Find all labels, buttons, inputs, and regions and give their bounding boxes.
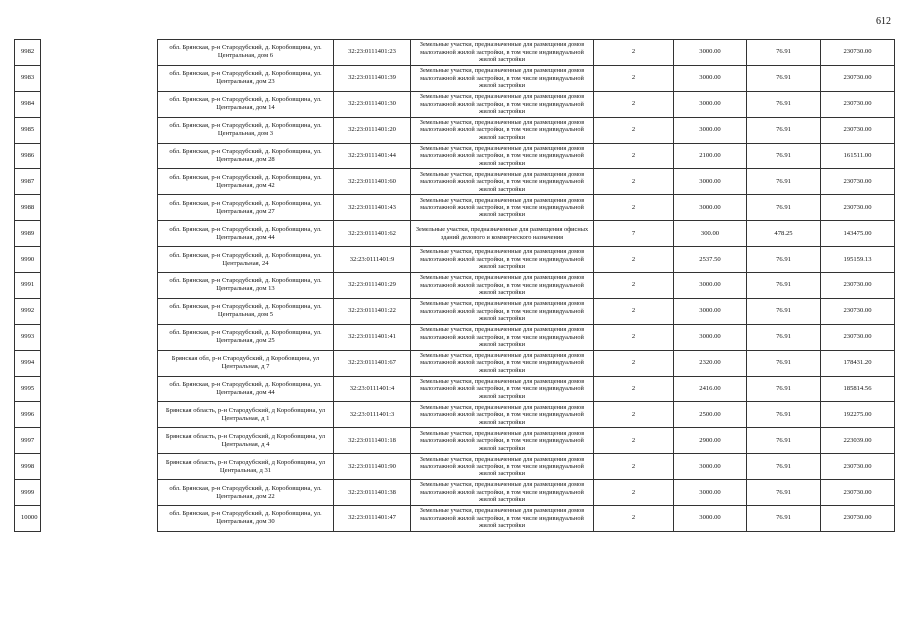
land-use-cell: Земельные участки, предназначенные для размещения домов малоэтажной жилой застройки, в том числе индивидуальной жилой застройки (411, 169, 594, 195)
area-cell: 3000.00 (674, 117, 747, 143)
area-cell: 3000.00 (674, 169, 747, 195)
address-cell: Брянская область, р-н Стародубский, д Коробовщина, ул Центральная, д 31 (158, 454, 334, 480)
address-cell: обл. Брянская, р-н Стародубский, д. Коробовщина, ул. Центральная, дом 5 (158, 298, 334, 324)
page-number: 612 (876, 16, 891, 27)
row-number: 9998 (15, 454, 41, 480)
row-number: 9986 (15, 143, 41, 169)
cadastral-number-cell: 32:23:0111401:29 (334, 273, 411, 299)
category-cell: 2 (594, 195, 674, 221)
category-cell: 2 (594, 91, 674, 117)
rate-cell: 76.91 (747, 169, 821, 195)
table-row (15, 376, 895, 402)
rate-cell: 76.91 (747, 273, 821, 299)
rate-cell: 76.91 (747, 91, 821, 117)
category-cell: 2 (594, 480, 674, 506)
cadastral-value-cell: 230730.00 (821, 169, 895, 195)
area-cell: 2500.00 (674, 402, 747, 428)
land-use-cell: Земельные участки, предназначенные для размещения домов малоэтажной жилой застройки, в том числе индивидуальной жилой застройки (411, 40, 594, 66)
area-cell: 3000.00 (674, 91, 747, 117)
area-cell: 3000.00 (674, 273, 747, 299)
address-cell: обл. Брянская, р-н Стародубский, д. Коробовщина, ул. Центральная, дом 27 (158, 195, 334, 221)
cadastral-number-cell: 32:23:0111401:41 (334, 324, 411, 350)
category-cell: 2 (594, 40, 674, 66)
table-row (15, 324, 895, 350)
table-row (15, 350, 895, 376)
cadastral-number-cell: 32:23:0111401:9 (334, 247, 411, 273)
cadastral-value-cell: 230730.00 (821, 195, 895, 221)
table-row (15, 273, 895, 299)
empty-cell (41, 221, 158, 247)
empty-cell (41, 350, 158, 376)
cadastral-number-cell: 32:23:0111401:22 (334, 298, 411, 324)
cadastral-number-cell: 32:23:0111401:3 (334, 402, 411, 428)
land-use-cell: Земельные участки, предназначенные для размещения домов малоэтажной жилой застройки, в том числе индивидуальной жилой застройки (411, 402, 594, 428)
cadastral-value-cell: 230730.00 (821, 273, 895, 299)
empty-cell (41, 428, 158, 454)
empty-cell (41, 247, 158, 273)
row-number: 9987 (15, 169, 41, 195)
area-cell: 3000.00 (674, 65, 747, 91)
row-number: 9996 (15, 402, 41, 428)
row-number: 9983 (15, 65, 41, 91)
empty-cell (41, 91, 158, 117)
rate-cell: 76.91 (747, 247, 821, 273)
category-cell: 2 (594, 65, 674, 91)
area-cell: 2537.50 (674, 247, 747, 273)
rate-cell: 76.91 (747, 65, 821, 91)
row-number: 9985 (15, 117, 41, 143)
empty-cell (41, 143, 158, 169)
empty-cell (41, 65, 158, 91)
cadastral-number-cell: 32:23:0111401:90 (334, 454, 411, 480)
rate-cell: 76.91 (747, 454, 821, 480)
address-cell: обл. Брянская, р-н Стародубский, д. Коробовщина, ул. Центральная, дом 22 (158, 480, 334, 506)
address-cell: обл. Брянская, р-н Стародубский, д. Коробовщина, ул. Центральная, дом 44 (158, 376, 334, 402)
table-row (15, 195, 895, 221)
land-use-cell: Земельные участки, предназначенные для размещения домов малоэтажной жилой застройки, в том числе индивидуальной жилой застройки (411, 195, 594, 221)
cadastral-value-cell: 230730.00 (821, 298, 895, 324)
category-cell: 2 (594, 247, 674, 273)
table-row (15, 480, 895, 506)
cadastral-value-cell: 195159.13 (821, 247, 895, 273)
land-use-cell: Земельные участки, предназначенные для размещения домов малоэтажной жилой застройки, в том числе индивидуальной жилой застройки (411, 273, 594, 299)
cadastral-number-cell: 32:23:0111401:4 (334, 376, 411, 402)
table-row (15, 454, 895, 480)
cadastral-value-cell: 161511.00 (821, 143, 895, 169)
cadastral-number-cell: 32:23:0111401:18 (334, 428, 411, 454)
empty-cell (41, 195, 158, 221)
table-row (15, 221, 895, 247)
cadastral-number-cell: 32:23:0111401:47 (334, 506, 411, 532)
empty-cell (41, 376, 158, 402)
category-cell: 2 (594, 506, 674, 532)
address-cell: Брянская область, р-н Стародубский, д Коробовщина, ул Центральная, д 1 (158, 402, 334, 428)
address-cell: обл. Брянская, р-н Стародубский, д. Коробовщина, ул. Центральная, 24 (158, 247, 334, 273)
row-number: 9997 (15, 428, 41, 454)
cadastral-value-cell: 230730.00 (821, 91, 895, 117)
category-cell: 2 (594, 143, 674, 169)
table-row (15, 428, 895, 454)
address-cell: обл. Брянская, р-н Стародубский, д. Коробовщина, ул. Центральная, дом 14 (158, 91, 334, 117)
rate-cell: 478.25 (747, 221, 821, 247)
table-row (15, 40, 895, 66)
area-cell: 3000.00 (674, 506, 747, 532)
land-use-cell: Земельные участки, предназначенные для размещения домов малоэтажной жилой застройки, в том числе индивидуальной жилой застройки (411, 480, 594, 506)
cadastral-value-cell: 185814.56 (821, 376, 895, 402)
table-row (15, 298, 895, 324)
cadastral-number-cell: 32:23:0111401:38 (334, 480, 411, 506)
rate-cell: 76.91 (747, 428, 821, 454)
table-row (15, 117, 895, 143)
rate-cell: 76.91 (747, 506, 821, 532)
address-cell: обл. Брянская, р-н Стародубский, д. Коробовщина, ул. Центральная, дом 25 (158, 324, 334, 350)
cadastral-value-cell: 178431.20 (821, 350, 895, 376)
rate-cell: 76.91 (747, 324, 821, 350)
rate-cell: 76.91 (747, 350, 821, 376)
cadastral-value-cell: 192275.00 (821, 402, 895, 428)
table-row (15, 506, 895, 532)
address-cell: обл. Брянская, р-н Стародубский, д. Коробовщина, ул. Центральная, дом 3 (158, 117, 334, 143)
empty-cell (41, 324, 158, 350)
cadastral-number-cell: 32:23:0111401:43 (334, 195, 411, 221)
rate-cell: 76.91 (747, 376, 821, 402)
land-use-cell: Земельные участки, предназначенные для размещения офисных зданий делового и коммерческого назначения (411, 221, 594, 247)
cadastral-value-cell: 143475.00 (821, 221, 895, 247)
cadastral-value-cell: 230730.00 (821, 324, 895, 350)
area-cell: 3000.00 (674, 454, 747, 480)
address-cell: Брянская область, р-н Стародубский, д Коробовщина, ул Центральная, д 4 (158, 428, 334, 454)
rate-cell: 76.91 (747, 480, 821, 506)
cadastral-value-cell: 223039.00 (821, 428, 895, 454)
land-use-cell: Земельные участки, предназначенные для размещения домов малоэтажной жилой застройки, в том числе индивидуальной жилой застройки (411, 428, 594, 454)
area-cell: 3000.00 (674, 195, 747, 221)
land-use-cell: Земельные участки, предназначенные для размещения домов малоэтажной жилой застройки, в том числе индивидуальной жилой застройки (411, 91, 594, 117)
rate-cell: 76.91 (747, 402, 821, 428)
rate-cell: 76.91 (747, 117, 821, 143)
area-cell: 2416.00 (674, 376, 747, 402)
cadastral-value-cell: 230730.00 (821, 454, 895, 480)
empty-cell (41, 117, 158, 143)
cadastral-value-cell: 230730.00 (821, 40, 895, 66)
land-use-cell: Земельные участки, предназначенные для размещения домов малоэтажной жилой застройки, в том числе индивидуальной жилой застройки (411, 65, 594, 91)
land-use-cell: Земельные участки, предназначенные для размещения домов малоэтажной жилой застройки, в том числе индивидуальной жилой застройки (411, 117, 594, 143)
row-number: 9982 (15, 40, 41, 66)
row-number: 9995 (15, 376, 41, 402)
category-cell: 2 (594, 428, 674, 454)
empty-cell (41, 273, 158, 299)
row-number: 9994 (15, 350, 41, 376)
cadastral-number-cell: 32:23:0111401:60 (334, 169, 411, 195)
row-number: 9989 (15, 221, 41, 247)
address-cell: обл. Брянская, р-н Стародубский, д. Коробовщина, ул. Центральная, дом 42 (158, 169, 334, 195)
area-cell: 2320.00 (674, 350, 747, 376)
cadastral-number-cell: 32:23:0111401:44 (334, 143, 411, 169)
row-number: 10000 (15, 506, 41, 532)
rate-cell: 76.91 (747, 195, 821, 221)
rate-cell: 76.91 (747, 40, 821, 66)
land-registry-table (14, 39, 895, 532)
land-use-cell: Земельные участки, предназначенные для размещения домов малоэтажной жилой застройки, в том числе индивидуальной жилой застройки (411, 376, 594, 402)
area-cell: 300.00 (674, 221, 747, 247)
cadastral-value-cell: 230730.00 (821, 480, 895, 506)
address-cell: обл. Брянская, р-н Стародубский, д. Коробовщина, ул. Центральная, дом 23 (158, 65, 334, 91)
cadastral-value-cell: 230730.00 (821, 506, 895, 532)
table-body (15, 40, 895, 532)
category-cell: 2 (594, 402, 674, 428)
empty-cell (41, 454, 158, 480)
address-cell: обл. Брянская, р-н Стародубский, д. Коробовщина, ул. Центральная, дом 44 (158, 221, 334, 247)
address-cell: обл. Брянская, р-н Стародубский, д. Коробовщина, ул. Центральная, дом 28 (158, 143, 334, 169)
area-cell: 3000.00 (674, 40, 747, 66)
table-row (15, 402, 895, 428)
category-cell: 2 (594, 454, 674, 480)
empty-cell (41, 169, 158, 195)
cadastral-value-cell: 230730.00 (821, 117, 895, 143)
row-number: 9988 (15, 195, 41, 221)
table-row (15, 143, 895, 169)
cadastral-number-cell: 32:23:0111401:23 (334, 40, 411, 66)
category-cell: 2 (594, 169, 674, 195)
land-use-cell: Земельные участки, предназначенные для размещения домов малоэтажной жилой застройки, в том числе индивидуальной жилой застройки (411, 454, 594, 480)
row-number: 9999 (15, 480, 41, 506)
empty-cell (41, 402, 158, 428)
category-cell: 2 (594, 117, 674, 143)
cadastral-number-cell: 32:23:0111401:62 (334, 221, 411, 247)
cadastral-value-cell: 230730.00 (821, 65, 895, 91)
empty-cell (41, 298, 158, 324)
category-cell: 2 (594, 376, 674, 402)
cadastral-number-cell: 32:23:0111401:67 (334, 350, 411, 376)
category-cell: 2 (594, 350, 674, 376)
land-use-cell: Земельные участки, предназначенные для размещения домов малоэтажной жилой застройки, в том числе индивидуальной жилой застройки (411, 350, 594, 376)
cadastral-number-cell: 32:23:0111401:39 (334, 65, 411, 91)
area-cell: 3000.00 (674, 324, 747, 350)
empty-cell (41, 506, 158, 532)
area-cell: 3000.00 (674, 480, 747, 506)
row-number: 9984 (15, 91, 41, 117)
empty-cell (41, 480, 158, 506)
table-row (15, 91, 895, 117)
category-cell: 2 (594, 298, 674, 324)
cadastral-number-cell: 32:23:0111401:20 (334, 117, 411, 143)
land-use-cell: Земельные участки, предназначенные для размещения домов малоэтажной жилой застройки, в том числе индивидуальной жилой застройки (411, 143, 594, 169)
area-cell: 2100.00 (674, 143, 747, 169)
land-use-cell: Земельные участки, предназначенные для размещения домов малоэтажной жилой застройки, в том числе индивидуальной жилой застройки (411, 247, 594, 273)
row-number: 9990 (15, 247, 41, 273)
address-cell: Брянская обл, р-н Стародубский, д Коробовщина, ул Центральная, д 7 (158, 350, 334, 376)
address-cell: обл. Брянская, р-н Стародубский, д. Коробовщина, ул. Центральная, дом 6 (158, 40, 334, 66)
category-cell: 2 (594, 324, 674, 350)
land-use-cell: Земельные участки, предназначенные для размещения домов малоэтажной жилой застройки, в том числе индивидуальной жилой застройки (411, 298, 594, 324)
row-number: 9993 (15, 324, 41, 350)
category-cell: 7 (594, 221, 674, 247)
table-row (15, 247, 895, 273)
rate-cell: 76.91 (747, 298, 821, 324)
row-number: 9991 (15, 273, 41, 299)
land-use-cell: Земельные участки, предназначенные для размещения домов малоэтажной жилой застройки, в том числе индивидуальной жилой застройки (411, 324, 594, 350)
area-cell: 3000.00 (674, 298, 747, 324)
category-cell: 2 (594, 273, 674, 299)
area-cell: 2900.00 (674, 428, 747, 454)
table-row (15, 65, 895, 91)
table-row (15, 169, 895, 195)
cadastral-number-cell: 32:23:0111401:30 (334, 91, 411, 117)
address-cell: обл. Брянская, р-н Стародубский, д. Коробовщина, ул. Центральная, дом 30 (158, 506, 334, 532)
row-number: 9992 (15, 298, 41, 324)
empty-cell (41, 40, 158, 66)
land-use-cell: Земельные участки, предназначенные для размещения домов малоэтажной жилой застройки, в том числе индивидуальной жилой застройки (411, 506, 594, 532)
rate-cell: 76.91 (747, 143, 821, 169)
address-cell: обл. Брянская, р-н Стародубский, д. Коробовщина, ул. Центральная, дом 13 (158, 273, 334, 299)
